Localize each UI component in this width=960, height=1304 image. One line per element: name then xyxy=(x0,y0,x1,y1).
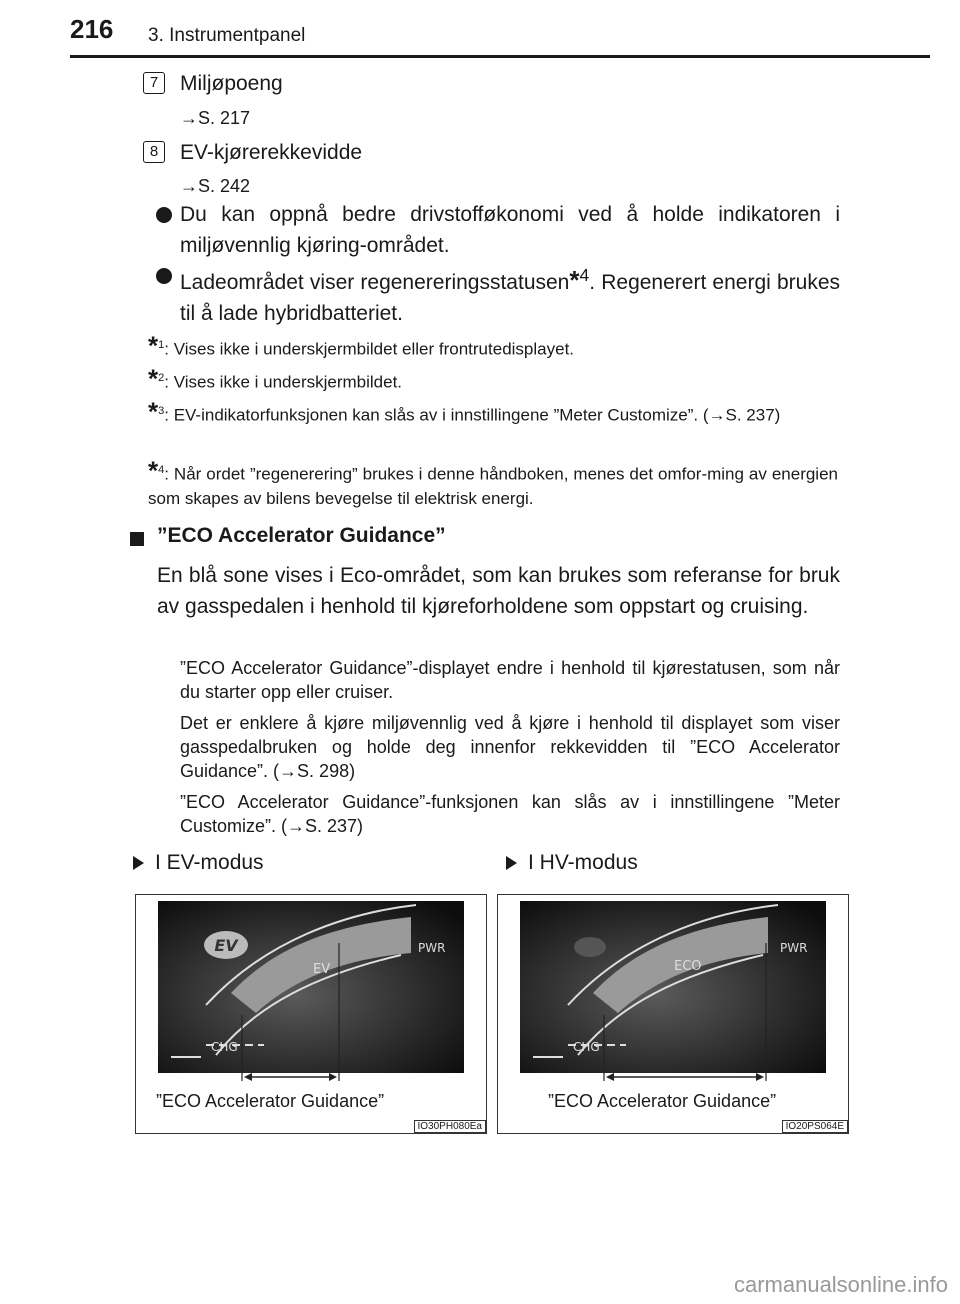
section-title: 3. Instrumentpanel xyxy=(148,25,306,46)
item-label: EV-kjørerekkevidde xyxy=(180,141,363,164)
page-reference: →S. 217 xyxy=(180,108,251,128)
eco-paragraph-2: Det er enklere å kjøre miljøvennlig ved å kjøre i henhold til displayet som viser gasspedalbruken og holde deg innenfor rekkevidden til ”ECO Accelerator Guidance”. (→S. 298) xyxy=(180,713,840,781)
eco-paragraph-3: ”ECO Accelerator Guidance”-funksjonen kan slås av i innstillingene ”Meter Customize”. (→S. 237) xyxy=(180,792,840,836)
figure-title-ev: I EV-modus xyxy=(155,851,264,874)
bullet-icon xyxy=(156,207,172,223)
footnote: *$^2$: Vises ikke i underskjermbildet. xyxy=(148,363,403,394)
chg-label: CHG xyxy=(211,1040,238,1054)
ev-badge-label: EV xyxy=(214,936,238,955)
eco-intro: En blå sone vises i Eco-området, som kan brukes som referanse for bruk av gasspedalen i henhold til kjøreforholdene som oppstart og cruising. xyxy=(157,564,840,618)
chg-label: CHG xyxy=(573,1040,600,1054)
arrow-right-icon: → xyxy=(180,176,198,196)
item-number-badge: 8 xyxy=(143,141,165,163)
figure-title-hv: I HV-modus xyxy=(528,851,638,874)
bullet-text: Ladeområdet viser regenereringsstatusen*$^4$. Regenerert energi brukes til å lade hybridbatteriet. xyxy=(180,265,840,325)
item-number-badge: 7 xyxy=(143,72,165,94)
eco-leaf-icon xyxy=(574,937,606,957)
page-reference: →S. 242 xyxy=(180,176,251,196)
figure-code: IO30PH080Ea xyxy=(414,1120,487,1133)
watermark: carmanualsonline.info xyxy=(733,1272,948,1297)
arrow-right-icon xyxy=(329,1073,337,1081)
pwr-label: PWR xyxy=(418,941,446,955)
page-number: 216 xyxy=(70,14,114,44)
display-panel xyxy=(520,901,826,1073)
figure-ev-mode xyxy=(135,894,487,1134)
section-square-icon xyxy=(130,532,144,546)
figure-hv-mode xyxy=(497,894,849,1134)
header-rule xyxy=(70,55,930,58)
arrow-right-icon: → xyxy=(180,108,198,128)
section-heading: ”ECO Accelerator Guidance” xyxy=(157,524,446,547)
figure-caption: ”ECO Accelerator Guidance” xyxy=(156,1091,385,1111)
bullet-icon xyxy=(156,268,172,284)
arrow-right-icon: → xyxy=(287,816,306,836)
triangle-bullet-icon xyxy=(133,856,144,870)
footnote: *$^3$: EV-indikatorfunksjonen kan slås av i innstillingene ”Meter Customize”. (→S. 237) xyxy=(148,396,781,427)
figure-caption: ”ECO Accelerator Guidance” xyxy=(548,1091,777,1111)
arrow-right-icon: → xyxy=(708,405,726,425)
footnote: *$^1$: Vises ikke i underskjermbildet eller frontrutedisplayet. xyxy=(148,330,575,361)
figure-code: IO20PS064E xyxy=(782,1120,848,1133)
bullet-text: Du kan oppnå bedre drivstofføkonomi ved å holde indikatoren i miljøvennlig kjøring-området. xyxy=(180,203,840,257)
arrow-right-icon: → xyxy=(279,761,298,781)
footnote: *$^4$: Når ordet ”regenerering” brukes i denne håndboken, menes det omfor-ming av energien som skapes av bilens bevegelse til elektrisk energi. xyxy=(148,455,838,508)
pwr-label: PWR xyxy=(780,941,808,955)
item-label: Miljøpoeng xyxy=(180,72,283,95)
arrow-right-icon xyxy=(756,1073,764,1081)
arrow-left-icon xyxy=(606,1073,614,1081)
display-panel xyxy=(158,901,464,1073)
mode-label: EV xyxy=(313,962,331,977)
mode-label: ECO xyxy=(674,959,702,974)
triangle-bullet-icon xyxy=(506,856,517,870)
eco-paragraph-1: ”ECO Accelerator Guidance”-displayet endre i henhold til kjørestatusen, som når du starter opp eller cruiser. xyxy=(180,658,840,702)
arrow-left-icon xyxy=(244,1073,252,1081)
